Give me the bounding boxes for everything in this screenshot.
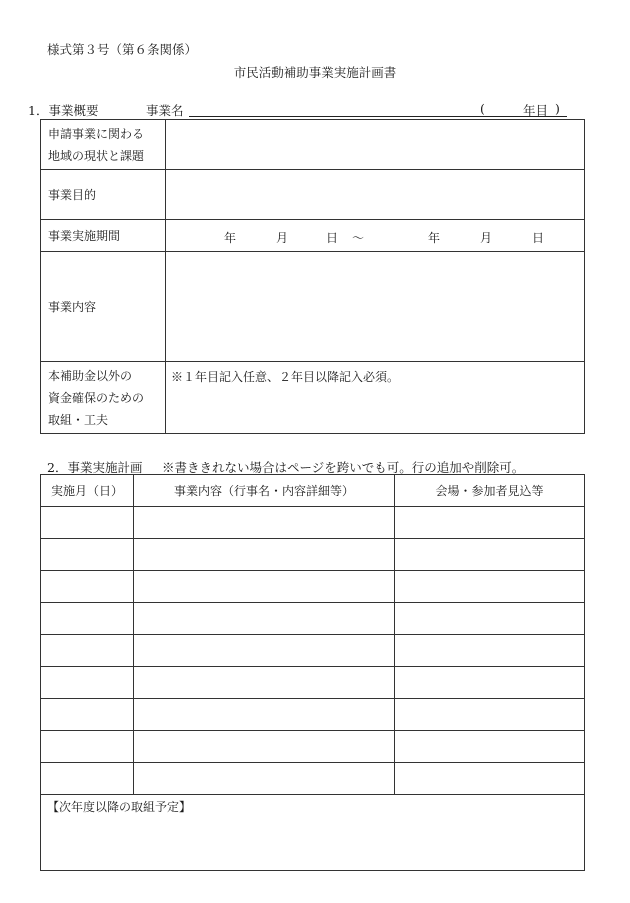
plan-venue-cell[interactable] (395, 763, 585, 795)
plan-row (41, 571, 585, 603)
plan-date-cell[interactable] (41, 507, 134, 539)
region-issues-field[interactable] (166, 120, 585, 170)
plan-date-cell[interactable] (41, 635, 134, 667)
plan-content-cell[interactable] (134, 539, 395, 571)
plan-venue-cell[interactable] (395, 539, 585, 571)
funding-label (41, 362, 166, 434)
content-field[interactable] (166, 252, 585, 362)
plan-venue-cell[interactable] (395, 699, 585, 731)
content-text: 事業内容 (48, 299, 97, 314)
period-end-year: 年 (428, 231, 441, 245)
plan-content-cell[interactable] (134, 571, 395, 603)
col-content-header: 事業内容（行事名・内容詳細等） (134, 475, 395, 507)
plan-content-cell[interactable] (134, 603, 395, 635)
future-plans-label: 【次年度以降の取組予定】 (47, 800, 192, 814)
plan-content-cell[interactable] (134, 699, 395, 731)
period-start-month: 月 (276, 231, 289, 245)
plan-row (41, 635, 585, 667)
region-issues-text: 申請事業に関わる 地域の現状と課題 (48, 126, 145, 163)
col-venue-header: 会場・参加者見込等 (395, 475, 585, 507)
plan-table (40, 474, 585, 871)
period-start-day: 日 (326, 231, 339, 245)
purpose-text: 事業目的 (48, 187, 97, 202)
period-tilde: 〜 (352, 231, 365, 245)
plan-venue-cell[interactable] (395, 731, 585, 763)
plan-venue-cell[interactable] (395, 635, 585, 667)
purpose-field[interactable] (166, 170, 585, 220)
future-plans-field[interactable] (41, 795, 585, 871)
form-code: 様式第３号（第６条関係） (47, 42, 198, 57)
plan-date-cell[interactable] (41, 539, 134, 571)
plan-content-cell[interactable] (134, 763, 395, 795)
plan-date-cell[interactable] (41, 763, 134, 795)
plan-date-cell[interactable] (41, 731, 134, 763)
plan-content-cell[interactable] (134, 635, 395, 667)
period-label (41, 220, 166, 252)
plan-row (41, 763, 585, 795)
funding-note: ※１年目記入任意、２年目以降記入必須。 (171, 370, 400, 384)
funding-text: 本補助金以外の 資金確保のための 取組・工夫 (48, 368, 145, 427)
year-open-paren: ( (480, 101, 485, 116)
project-name-field[interactable] (189, 116, 567, 117)
region-issues-label (41, 120, 166, 170)
plan-content-cell[interactable] (134, 731, 395, 763)
plan-venue-cell[interactable] (395, 667, 585, 699)
plan-date-cell[interactable] (41, 571, 134, 603)
plan-date-cell[interactable] (41, 603, 134, 635)
col-date-header: 実施月（日） (41, 475, 134, 507)
plan-venue-cell[interactable] (395, 603, 585, 635)
plan-venue-cell[interactable] (395, 571, 585, 603)
overview-table (40, 119, 585, 434)
section1-heading: 1．事業概要 (28, 103, 99, 118)
project-name-label: 事業名 (146, 103, 184, 118)
plan-row (41, 507, 585, 539)
period-end-day: 日 (532, 231, 545, 245)
document-title: 市民活動補助事業実施計画書 (233, 65, 397, 80)
funding-field[interactable] (166, 362, 585, 434)
plan-date-cell[interactable] (41, 667, 134, 699)
section2-heading: 2．事業実施計画 (47, 460, 143, 475)
plan-row (41, 603, 585, 635)
plan-row (41, 539, 585, 571)
content-label (41, 252, 166, 362)
plan-content-cell[interactable] (134, 507, 395, 539)
plan-row (41, 731, 585, 763)
plan-row (41, 667, 585, 699)
period-field[interactable] (166, 220, 585, 252)
plan-date-cell[interactable] (41, 699, 134, 731)
plan-row (41, 699, 585, 731)
purpose-label (41, 170, 166, 220)
year-close-paren: ) (555, 101, 560, 116)
period-text: 事業実施期間 (48, 228, 121, 243)
year-count-label: 年目 (523, 103, 549, 118)
plan-venue-cell[interactable] (395, 507, 585, 539)
plan-content-cell[interactable] (134, 667, 395, 699)
section2-note: ※書ききれない場合はページを跨いでも可。行の追加や削除可。 (162, 460, 525, 475)
period-start-year: 年 (224, 231, 237, 245)
period-end-month: 月 (480, 231, 493, 245)
